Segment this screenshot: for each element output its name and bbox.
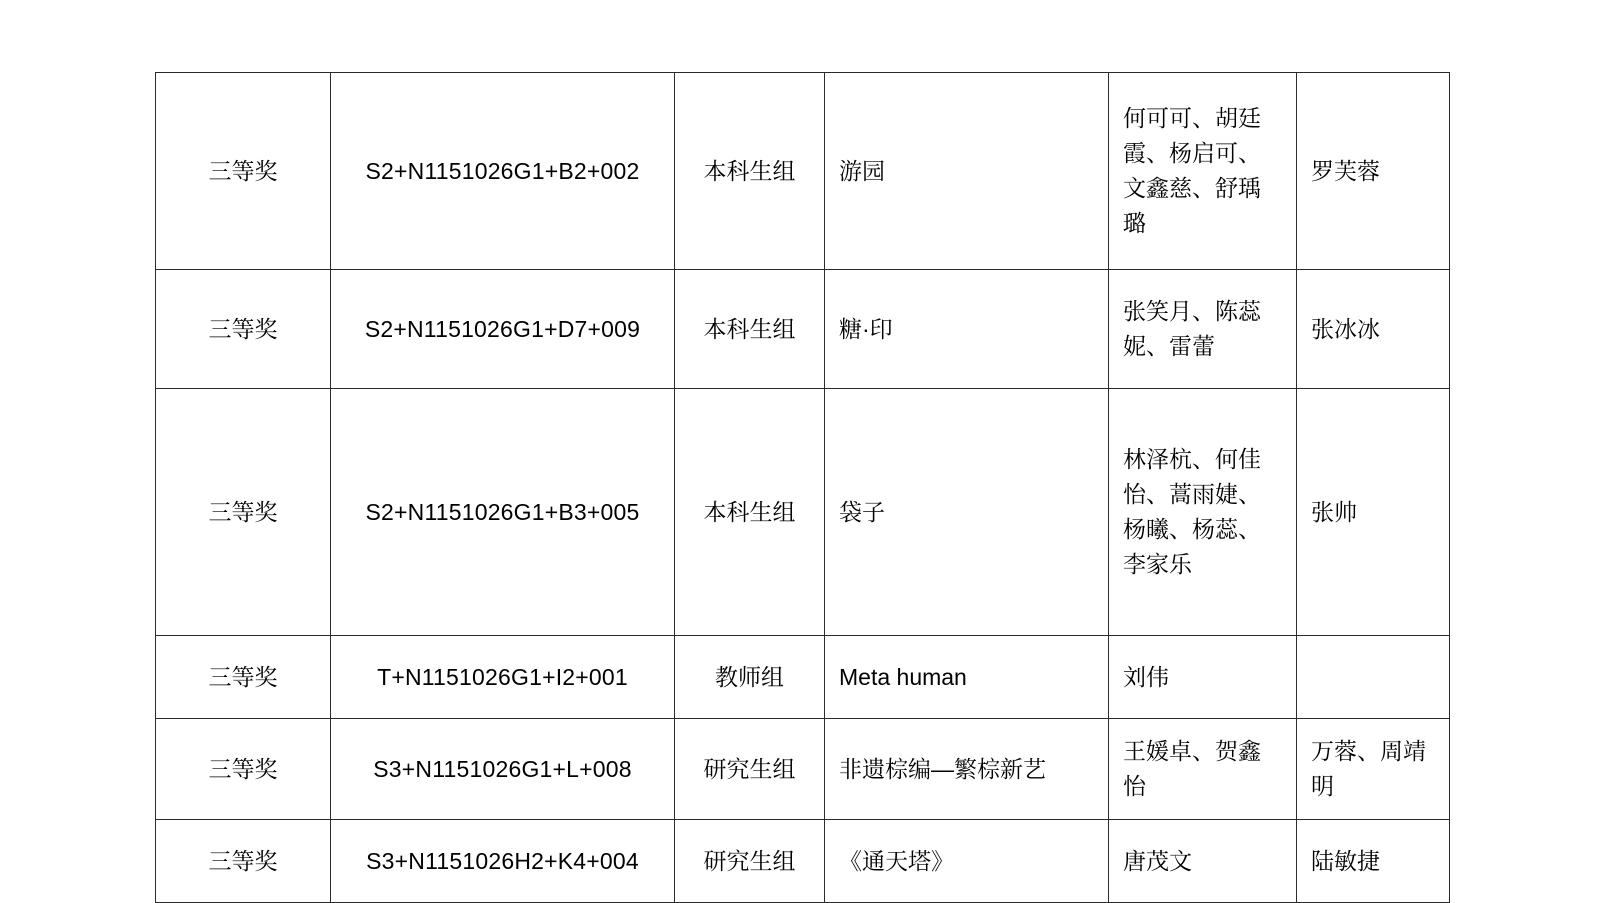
cell-group: 本科生组	[675, 389, 825, 636]
cell-award: 三等奖	[156, 820, 331, 903]
cell-authors: 张笑月、陈蕊妮、雷蕾	[1109, 270, 1297, 389]
cell-group: 本科生组	[675, 73, 825, 270]
cell-work: Meta human	[825, 636, 1109, 719]
cell-mentors: 陆敏捷	[1297, 820, 1450, 903]
cell-group: 研究生组	[675, 820, 825, 903]
cell-code: S2+N1151026G1+B3+005	[331, 389, 675, 636]
cell-authors: 王媛卓、贺鑫怡	[1109, 719, 1297, 820]
cell-group: 研究生组	[675, 719, 825, 820]
cell-mentors: 万蓉、周靖明	[1297, 719, 1450, 820]
table-row	[156, 820, 1450, 903]
cell-code: S3+N1151026H2+K4+004	[331, 820, 675, 903]
cell-group: 本科生组	[675, 270, 825, 389]
cell-work: 《通天塔》	[825, 820, 1109, 903]
cell-work: 糖·印	[825, 270, 1109, 389]
cell-award: 三等奖	[156, 73, 331, 270]
cell-work: 袋子	[825, 389, 1109, 636]
cell-award: 三等奖	[156, 636, 331, 719]
cell-authors: 林泽杭、何佳怡、蒿雨婕、杨曦、杨蕊、李家乐	[1109, 389, 1297, 636]
cell-work: 游园	[825, 73, 1109, 270]
cell-code: S2+N1151026G1+B2+002	[331, 73, 675, 270]
cell-mentors: 罗芙蓉	[1297, 73, 1450, 270]
cell-code: T+N1151026G1+I2+001	[331, 636, 675, 719]
cell-authors: 唐茂文	[1109, 820, 1297, 903]
table-row	[156, 719, 1450, 820]
cell-authors: 刘伟	[1109, 636, 1297, 719]
cell-code: S3+N1151026G1+L+008	[331, 719, 675, 820]
cell-mentors	[1297, 636, 1450, 719]
cell-group: 教师组	[675, 636, 825, 719]
cell-authors: 何可可、胡廷霞、杨启可、文鑫慈、舒瑀璐	[1109, 73, 1297, 270]
table-row	[156, 270, 1450, 389]
cell-code: S2+N1151026G1+D7+009	[331, 270, 675, 389]
table-row	[156, 636, 1450, 719]
table-row	[156, 389, 1450, 636]
cell-award: 三等奖	[156, 719, 331, 820]
award-results-table	[155, 72, 1450, 903]
cell-award: 三等奖	[156, 389, 331, 636]
cell-mentors: 张帅	[1297, 389, 1450, 636]
cell-award: 三等奖	[156, 270, 331, 389]
table-row	[156, 73, 1450, 270]
cell-work: 非遗棕编—繁棕新艺	[825, 719, 1109, 820]
cell-mentors: 张冰冰	[1297, 270, 1450, 389]
